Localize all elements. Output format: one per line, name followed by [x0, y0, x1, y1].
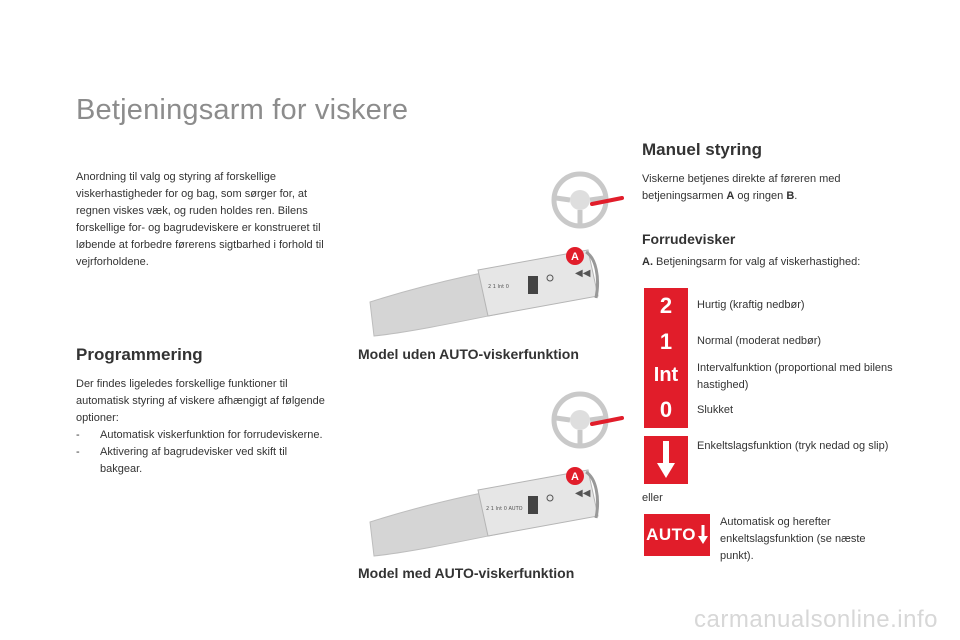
position-text-1: Normal (moderat nedbør) [697, 335, 822, 347]
forrudevisker-label-text: Betjeningsarm for valg af viskerhastighed: [653, 256, 861, 268]
list-dash: - [76, 446, 80, 458]
badge-a-icon [566, 467, 584, 485]
manuel-text-pre: Viskerne betjenes direkte af føreren med betjeningsarmen [642, 173, 841, 202]
arrow-down-icon [656, 441, 676, 479]
programmering-text: Der findes ligeledes forskellige funktioner til automatisk styring af viskere afhængigt af følgende optioner: [76, 378, 325, 424]
list-item [76, 444, 326, 478]
manuel-text [642, 171, 882, 205]
forrudevisker-label-bold: A. [642, 256, 653, 268]
list-item-text: Automatisk viskerfunktion for forrudeviskerne. [100, 429, 323, 441]
watermark: carmanualsonline.info [694, 606, 938, 633]
badge-a-icon [566, 247, 584, 265]
svg-text:◀◀: ◀◀ [575, 268, 591, 279]
list-item-text: Aktivering af bagrudevisker ved skift til bakgear. [100, 446, 288, 475]
caption-top: Model uden AUTO-viskerfunktion [358, 346, 579, 362]
manuel-text-mid: og ringen [734, 190, 787, 202]
steering-wheel-icon [554, 394, 622, 446]
intro-paragraph: Anordning til valg og styring af forskellige viskerhastigheder for og bag, som sørger for, at regnen viskes væk, og ruden holdes ren. Bilens forskellige for- og bagrudeviskere er konstrueret til løbende at forbedre førerens sigtbarhed i forhold til vejrforholdene. [76, 171, 324, 268]
position-text-int: Intervalfunktion (proportional med bilens hastighed) [697, 362, 893, 391]
single-stroke-indicator [644, 436, 688, 484]
stalk-illustration-bottom [360, 388, 640, 560]
manuel-heading: Manuel styring [642, 140, 762, 159]
list-dash: - [76, 429, 80, 441]
forrudevisker-heading: Forrudevisker [642, 231, 736, 247]
manuel-bold-b: B [786, 190, 795, 202]
position-symbol-0: 0 [659, 397, 673, 423]
auto-indicator [644, 514, 710, 556]
auto-text: Automatisk og herefter enkeltslagsfunktion (se næste punkt). [720, 516, 866, 562]
programmering-section [76, 376, 326, 478]
programmering-heading: Programmering [76, 345, 203, 364]
steering-wheel-icon [554, 174, 622, 226]
list-item [76, 427, 326, 444]
badge-a-label: A [571, 251, 579, 263]
forrudevisker-label [642, 254, 902, 271]
position-symbol-int: Int [653, 364, 679, 387]
svg-text:◀◀: ◀◀ [575, 488, 591, 499]
position-symbol-2: 2 [659, 292, 673, 318]
auto-symbol: AUTO [646, 525, 696, 544]
page-title: Betjeningsarm for viskere [76, 94, 409, 126]
caption-bottom: Model med AUTO-viskerfunktion [358, 565, 575, 581]
position-symbol-1: 1 [659, 328, 673, 354]
wiper-stalk-icon [370, 250, 598, 336]
stalk-illustration-top [360, 168, 640, 340]
svg-text:2 1 Int 0 AUTO: 2 1 Int 0 AUTO [486, 506, 523, 512]
or-label: eller [642, 492, 663, 504]
position-text-0: Slukket [697, 404, 734, 416]
badge-a-label: A [571, 471, 579, 483]
single-stroke-text: Enkeltslagsfunktion (tryk nedad og slip) [697, 440, 889, 452]
svg-text:2 1 Int 0: 2 1 Int 0 [488, 284, 509, 290]
manuel-bold-a: A [726, 190, 735, 202]
manuel-text-post: . [794, 190, 798, 202]
arrow-down-icon [698, 525, 708, 545]
position-indicator [644, 288, 688, 428]
wiper-stalk-icon [370, 470, 598, 556]
position-text-2: Hurtig (kraftig nedbør) [697, 299, 805, 311]
